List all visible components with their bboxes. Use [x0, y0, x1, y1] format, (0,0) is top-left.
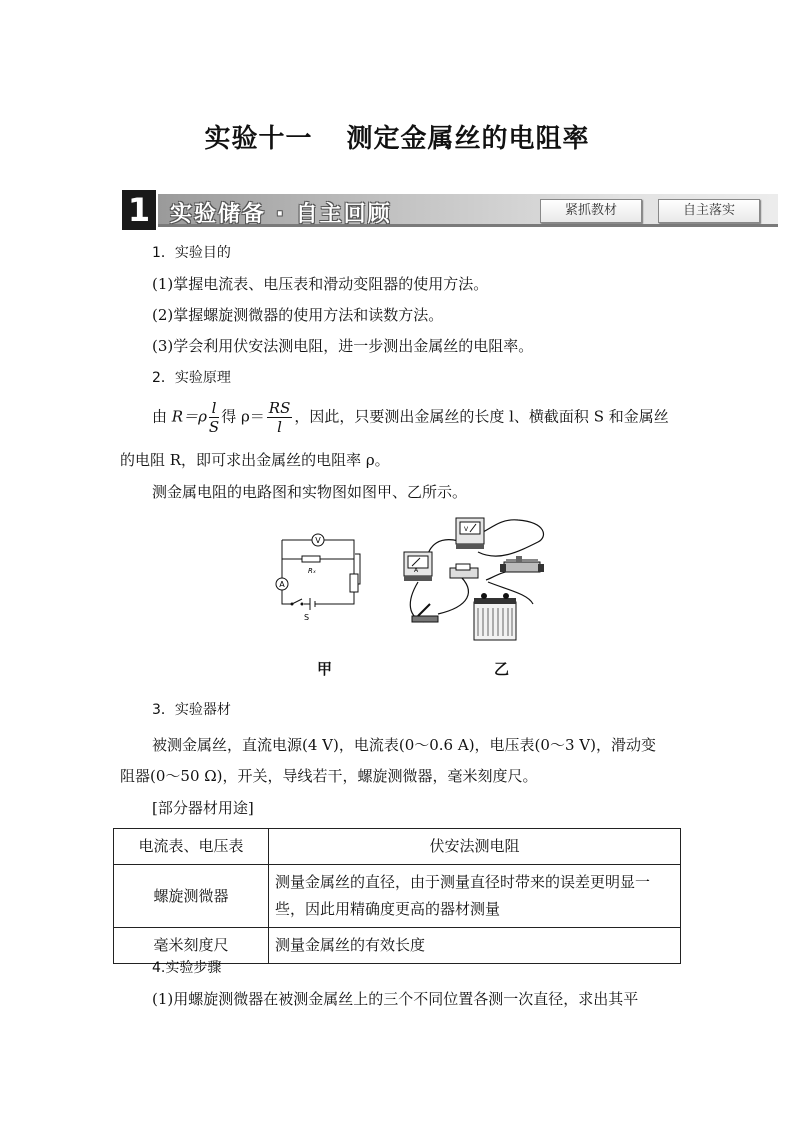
table-cell: 测量金属丝的有效长度 [269, 928, 681, 964]
purpose-3: (3)学会利用伏安法测电阻，进一步测出金属丝的电阻率。 [152, 337, 534, 355]
photo-voltmeter [456, 518, 484, 549]
title-left: 实验十一 [204, 124, 313, 154]
equipment-subheading: [部分器材用途] [152, 799, 254, 817]
tag-self-study: 自主落实 [658, 199, 760, 223]
figure-label-jia: 甲 [317, 660, 333, 678]
principle-line-3: 测金属电阻的电路图和实物图如图甲、乙所示。 [152, 483, 468, 501]
page-title [0, 118, 794, 155]
frac-den: S [208, 418, 220, 436]
circuit-diagram [268, 526, 368, 626]
photo-switch [412, 604, 438, 622]
figure-label-yi: 乙 [494, 660, 510, 678]
table-cell [269, 865, 681, 928]
photo-battery [474, 593, 516, 640]
photo-rheostat [500, 556, 544, 572]
frac-num-2: RS [268, 399, 291, 417]
resistor-symbol [302, 556, 320, 562]
table-cell: 螺旋测微器 [114, 865, 269, 928]
ammeter-label: A [279, 580, 285, 589]
voltmeter-label: V [315, 536, 321, 545]
principle-line-2: 的电阻 R，即可求出金属丝的电阻率 ρ。 [120, 451, 390, 469]
frac-num: l [209, 399, 219, 418]
frac-den-2: l [277, 418, 282, 436]
rheostat-symbol [350, 574, 358, 592]
table-cell-line: 测量金属丝的直径，由于测量直径时带来的误差更明显一 [275, 873, 651, 891]
table-cell: 伏安法测电阻 [269, 829, 681, 865]
table-cell: 电流表、电压表 [114, 829, 269, 865]
purpose-2: (2)掌握螺旋测微器的使用方法和读数方法。 [152, 306, 444, 324]
fraction-l-over-S [209, 399, 219, 436]
fraction-RS-over-l [267, 399, 293, 436]
formula-text: 由 [152, 407, 172, 426]
apparatus-drawing [398, 512, 552, 644]
banner-number: 1 [122, 190, 156, 230]
equipment-table [113, 828, 681, 964]
formula-line [152, 399, 669, 436]
steps-line-1: (1)用螺旋测微器在被测金属丝上的三个不同位置各测一次直径，求出其平 [152, 990, 639, 1008]
formula-rest: ，因此，只要测出金属丝的长度 l、横截面积 S 和金属丝 [294, 407, 669, 426]
heading-purpose: 1．实验目的 [152, 245, 231, 261]
equipment-line-1: 被测金属丝，直流电源(4 V)，电流表(0～0.6 A)，电压表(0～3 V)，滑动变 [152, 736, 656, 754]
equipment-line-2: 阻器(0～50 Ω)，开关，导线若干，螺旋测微器，毫米刻度尺。 [120, 767, 538, 785]
resistor-label: Rₓ [308, 567, 316, 575]
table-cell-line: 些，因此用精确度更高的器材测量 [275, 900, 501, 918]
table-row [114, 829, 681, 865]
title-right: 测定金属丝的电阻率 [346, 124, 590, 154]
section-banner [122, 190, 778, 230]
heading-principle: 2．实验原理 [152, 370, 231, 386]
formula-eq: ＝ρ [183, 407, 207, 426]
photo-ammeter [404, 552, 432, 581]
table-cell: 毫米刻度尺 [114, 928, 269, 964]
heading-equipment: 3．实验器材 [152, 702, 231, 718]
purpose-1: (1)掌握电流表、电压表和滑动变阻器的使用方法。 [152, 275, 489, 293]
tag-textbook: 紧抓教材 [540, 199, 642, 223]
photo-voltmeter-label: V [464, 526, 469, 533]
formula-text-2: 得 ρ＝ [221, 407, 265, 426]
formula-R: R [171, 407, 184, 426]
banner-text: 实验储备 · 自主回顾 [170, 202, 392, 227]
heading-steps: 4.实验步骤 [152, 960, 222, 976]
table-row [114, 865, 681, 928]
photo-ammeter-label: A [414, 567, 419, 574]
switch-label: S [304, 613, 310, 622]
